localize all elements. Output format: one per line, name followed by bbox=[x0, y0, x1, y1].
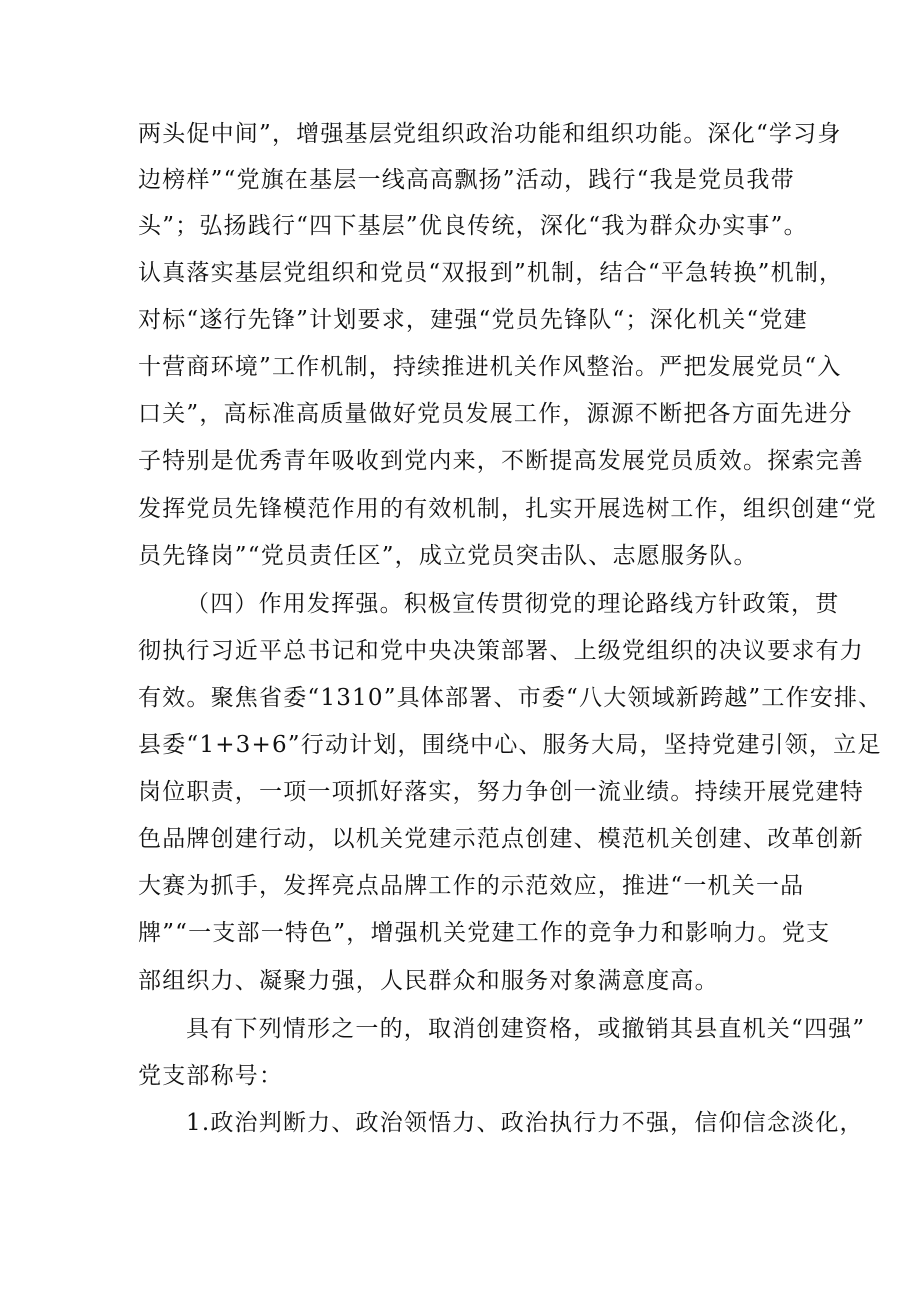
text-line: 员先锋岗”“党员责任区”，成立党员突击队、志愿服务队。 bbox=[138, 543, 758, 569]
text-line: 色品牌创建行动，以机关党建示范点创建、模范机关创建、改革创新 bbox=[138, 826, 864, 852]
text-line: 彻执行习近平总书记和党中央决策部署、上级党组织的决议要求有力 bbox=[138, 638, 864, 664]
text-line: 县委“1+3+6”行动计划，围绕中心、服务大局，坚持党建引领，立足 bbox=[138, 732, 882, 758]
text-line: 头”；弘扬践行“四下基层”优良传统，深化“我为群众办实事”。 bbox=[138, 213, 808, 239]
text-line: 岗位职责，一项一项抓好落实，努力争创一流业绩。持续开展党建特 bbox=[138, 779, 864, 805]
text-line: 子特别是优秀青年吸收到党内来，不断提高发展党员质效。探索完善 bbox=[138, 448, 864, 474]
list-item-line: 1.政治判断力、政治领悟力、政治执行力不强，信仰信念淡化， bbox=[186, 1110, 864, 1136]
section-heading-line: （四）作用发挥强。积极宣传贯彻党的理论路线方针政策，贯 bbox=[186, 591, 840, 617]
text-line: 认真落实基层党组织和党员“双报到”机制，结合“平急转换”机制， bbox=[138, 260, 844, 286]
text-line: 对标“遂行先锋”计划要求，建强“党员先锋队“；深化机关“党建 bbox=[138, 307, 808, 333]
text-line: 口关”，高标准高质量做好党员发展工作，源源不断把各方面先进分 bbox=[138, 401, 853, 427]
text-line: 发挥党员先锋模范作用的有效机制，扎实开展选树工作，组织创建“党 bbox=[138, 496, 877, 522]
text-line: 两头促中间”，增强基层党组织政治功能和组织功能。深化“学习身 bbox=[138, 121, 842, 147]
text-line: 有效。聚焦省委“1310”具体部署、市委“八大领域新跨越”工作安排、 bbox=[138, 685, 883, 711]
paragraph-line: 具有下列情形之一的，取消创建资格，或撤销其县直机关“四强” bbox=[186, 1016, 866, 1042]
text-line: 党支部称号： bbox=[138, 1063, 284, 1089]
text-line: 十营商环境”工作机制，持续推进机关作风整治。严把发展党员“入 bbox=[138, 354, 842, 380]
text-line: 边榜样”“党旗在基层一线高高飘扬”活动，践行“我是党员我带 bbox=[138, 167, 795, 193]
text-line: 牌”“一支部一特色”，增强机关党建工作的竞争力和影响力。党支 bbox=[138, 920, 831, 946]
text-line: 部组织力、凝聚力强，人民群众和服务对象满意度高。 bbox=[138, 968, 719, 994]
text-line: 大赛为抓手，发挥亮点品牌工作的示范效应，推进“一机关一品 bbox=[138, 873, 805, 899]
